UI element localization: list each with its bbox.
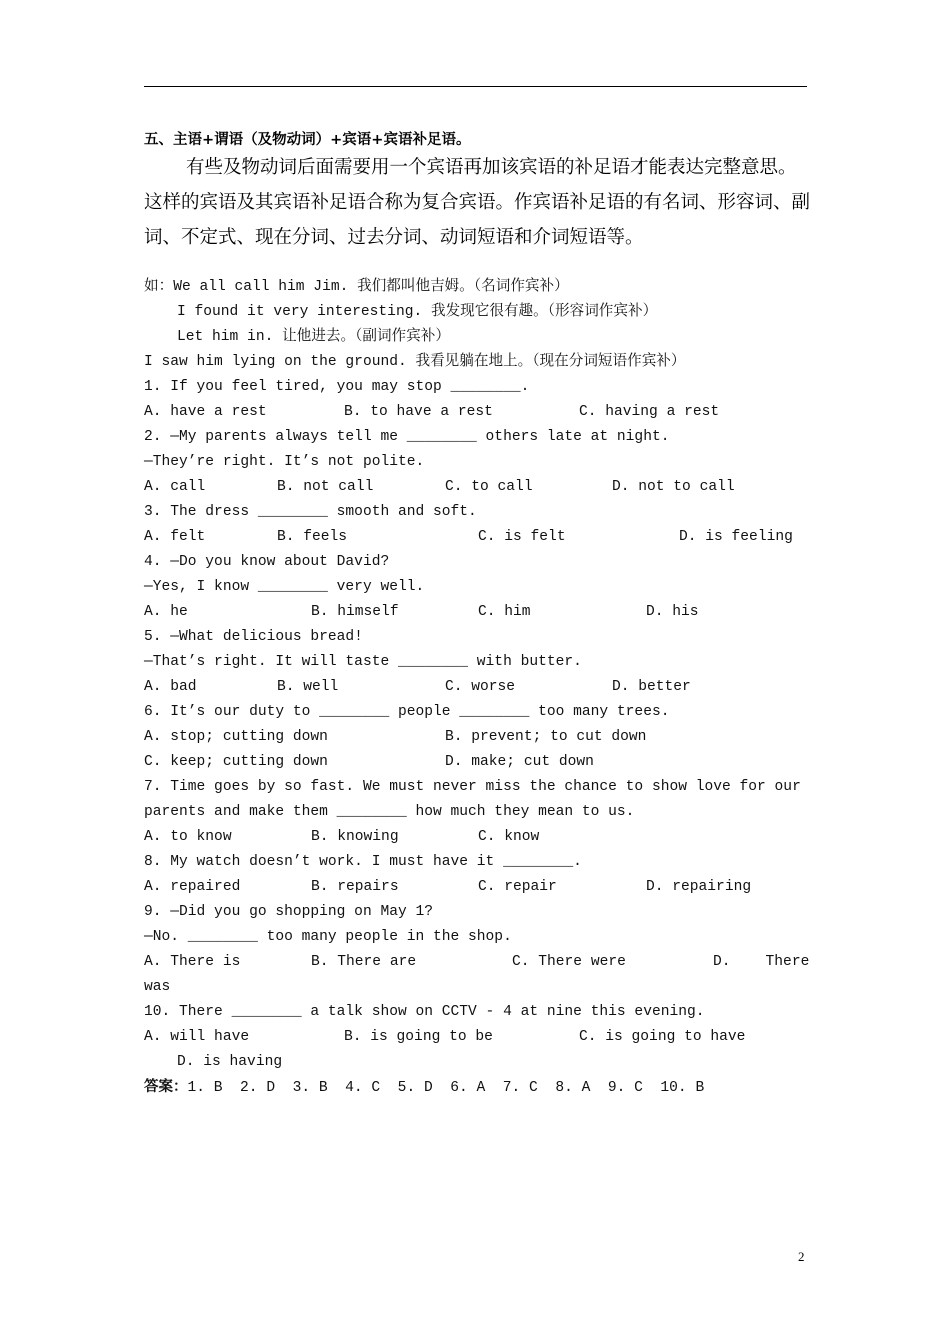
question-2-reply: —They’re right. It’s not polite. xyxy=(144,454,425,470)
option-a: A. felt xyxy=(144,529,206,545)
exercise-block xyxy=(144,275,810,1100)
option-c: C. There were xyxy=(512,954,626,970)
option-c: C. having a rest xyxy=(579,404,720,420)
example-2: I found it very interesting. 我发现它很有趣。（形容词作宾补） xyxy=(177,304,658,320)
question-9-options xyxy=(144,950,810,975)
option-d: D. is feeling xyxy=(679,529,793,545)
question-6: 6. It’s our duty to ________ people ________ too many trees. xyxy=(144,704,670,720)
question-7-line-2: parents and make them ________ how much they mean to us. xyxy=(144,804,635,820)
option-a: A. repaired xyxy=(144,879,241,895)
question-4-reply: —Yes, I know ________ very well. xyxy=(144,579,425,595)
example-1: 如：We all call him Jim. 我们都叫他吉姆。（名词作宾补） xyxy=(144,279,569,295)
question-8-options xyxy=(144,875,810,900)
option-b: B. prevent; to cut down xyxy=(445,729,647,745)
option-b: B. feels xyxy=(277,529,348,545)
question-1-options xyxy=(144,400,810,425)
option-b: B. There are xyxy=(311,954,417,970)
question-8: 8. My watch doesn’t work. I must have it ________. xyxy=(144,854,582,870)
option-b: B. not call xyxy=(277,479,374,495)
option-d: D. his xyxy=(646,604,699,620)
intro-paragraph: 有些及物动词后面需要用一个宾语再加该宾语的补足语才能表达完整意思。这样的宾语及其宾语补足语合称为复合宾语。作宾语补足语的有名词、形容词、副词、不定式、现在分词、过去分词、动词短语和介词短语等。 xyxy=(144,157,811,248)
option-a: A. he xyxy=(144,604,188,620)
option-d: D. make; cut down xyxy=(445,754,594,770)
option-c: C. repair xyxy=(478,879,557,895)
option-c: C. know xyxy=(478,829,540,845)
question-7-options xyxy=(144,825,810,850)
answer-list: 1. B 2. D 3. B 4. C 5. D 6. A 7. C 8. A 9. C 10. B xyxy=(187,1080,705,1096)
option-d: D. better xyxy=(612,679,691,695)
option-d: D. There xyxy=(713,954,810,970)
option-a: A. stop; cutting down xyxy=(144,729,328,745)
page-number: 2 xyxy=(798,1249,805,1264)
option-c: C. him xyxy=(478,604,531,620)
option-c: C. keep; cutting down xyxy=(144,754,328,770)
question-7-line-1: 7. Time goes by so fast. We must never miss the chance to show love for our xyxy=(144,779,801,795)
option-c: C. is going to have xyxy=(579,1029,746,1045)
question-4-options xyxy=(144,600,810,625)
option-a: A. There is xyxy=(144,954,241,970)
option-b: B. knowing xyxy=(311,829,399,845)
question-6-options-cd xyxy=(144,750,810,775)
option-b: B. himself xyxy=(311,604,399,620)
option-b: B. repairs xyxy=(311,879,399,895)
question-3-options xyxy=(144,525,810,550)
option-b: B. to have a rest xyxy=(344,404,493,420)
question-10-options xyxy=(144,1025,810,1050)
question-5: 5. —What delicious bread! xyxy=(144,629,363,645)
question-5-reply: —That’s right. It will taste ________ with butter. xyxy=(144,654,582,670)
question-2: 2. —My parents always tell me ________ others late at night. xyxy=(144,429,670,445)
question-6-options-ab xyxy=(144,725,810,750)
question-4: 4. —Do you know about David? xyxy=(144,554,390,570)
option-d: D. not to call xyxy=(612,479,735,495)
option-a: A. call xyxy=(144,479,206,495)
option-b: B. well xyxy=(277,679,339,695)
section-title: 五、主语+谓语（及物动词）+宾语+宾语补足语。 xyxy=(144,132,471,148)
answer-key xyxy=(144,1075,810,1100)
option-a: A. bad xyxy=(144,679,197,695)
answer-label: 答案： xyxy=(144,1079,188,1095)
question-5-options xyxy=(144,675,810,700)
option-a: A. to know xyxy=(144,829,232,845)
option-c: C. is felt xyxy=(478,529,566,545)
question-1: 1. If you feel tired, you may stop ________. xyxy=(144,379,530,395)
option-a: A. will have xyxy=(144,1029,250,1045)
question-9-option-d-wrap: was xyxy=(144,979,171,995)
option-c: C. worse xyxy=(445,679,516,695)
question-10: 10. There ________ a talk show on CCTV - 4 at nine this evening. xyxy=(144,1004,705,1020)
question-3: 3. The dress ________ smooth and soft. xyxy=(144,504,477,520)
example-3: Let him in. 让他进去。（副词作宾补） xyxy=(177,329,450,345)
question-10-option-d: D. is having xyxy=(177,1054,283,1070)
option-b: B. is going to be xyxy=(344,1029,493,1045)
option-c: C. to call xyxy=(445,479,533,495)
question-9: 9. —Did you go shopping on May 1? xyxy=(144,904,434,920)
option-a: A. have a rest xyxy=(144,404,267,420)
question-2-options xyxy=(144,475,810,500)
option-d: D. repairing xyxy=(646,879,752,895)
example-4: I saw him lying on the ground. 我看见躺在地上。（现在分词短语作宾补） xyxy=(144,354,686,370)
header-rule xyxy=(144,86,807,87)
question-9-reply: —No. ________ too many people in the shop. xyxy=(144,929,512,945)
